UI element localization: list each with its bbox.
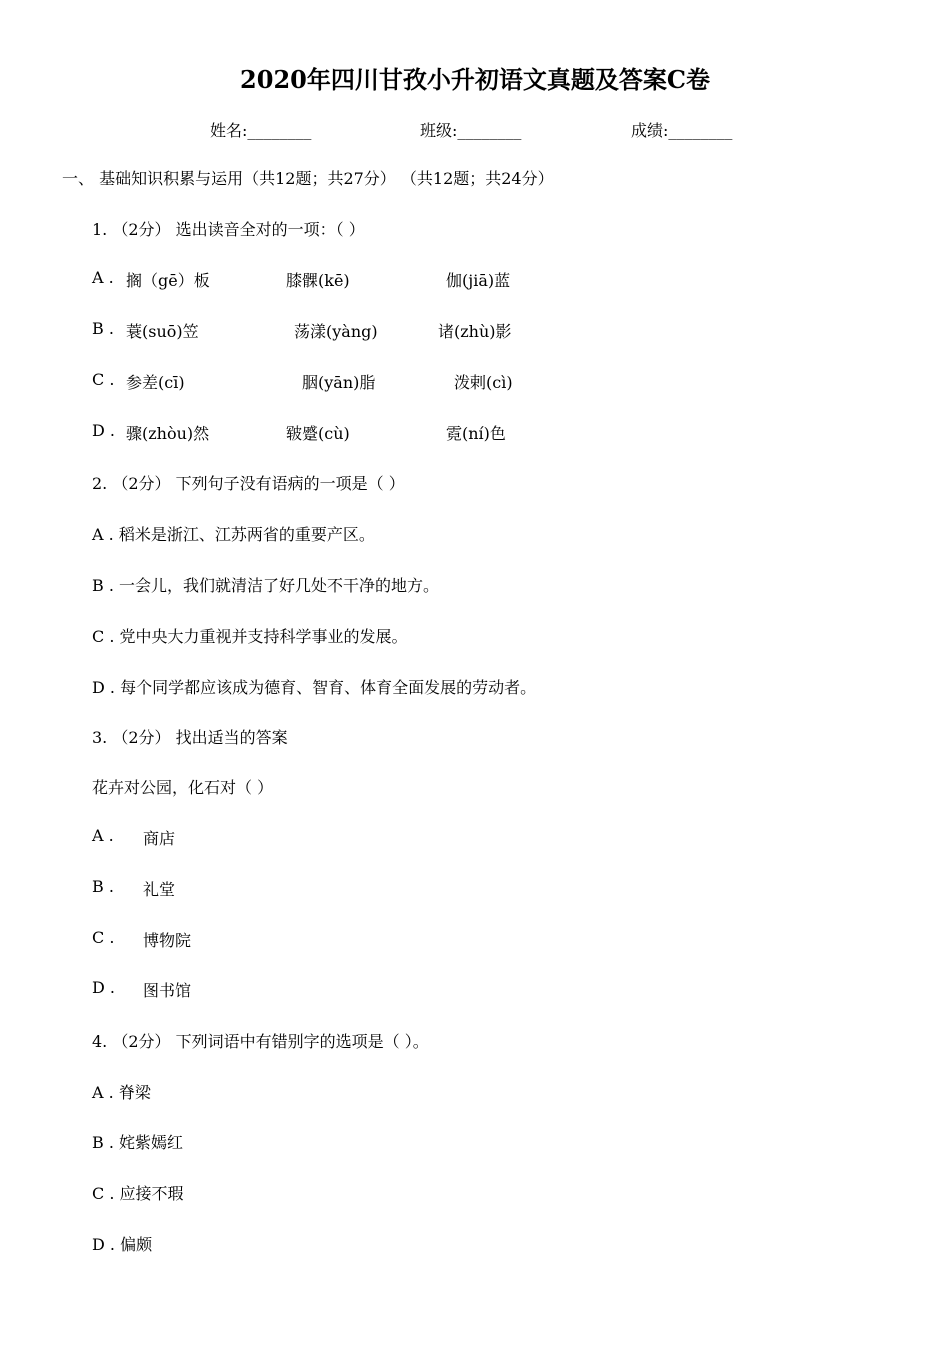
option-item: 泼剌(cì) bbox=[454, 373, 513, 392]
question-3-prompt: 花卉对公园，化石对（ ） bbox=[92, 778, 274, 797]
option-item: 膝髁(kē) bbox=[286, 271, 350, 290]
question-2-option-d: D . 每个同学都应该成为德育、智育、体育全面发展的劳动者。 bbox=[92, 678, 537, 697]
name-field: 姓名:________ bbox=[210, 121, 312, 140]
question-2-stem: 2. （2分） 下列句子没有语病的一项是（ ） bbox=[92, 474, 405, 493]
option-text: 博物院 bbox=[143, 931, 192, 950]
option-item: 胭(yān)脂 bbox=[302, 373, 376, 392]
score-field: 成绩:________ bbox=[631, 121, 733, 140]
question-1-stem: 1. （2分） 选出读音全对的一项：（ ） bbox=[92, 220, 365, 239]
class-field: 班级:________ bbox=[420, 121, 522, 140]
option-item: 骤(zhòu)然 bbox=[126, 424, 210, 443]
question-2-option-c: C . 党中央大力重视并支持科学事业的发展。 bbox=[92, 627, 408, 646]
option-item: 霓(ní)色 bbox=[446, 424, 506, 443]
option-label: A . bbox=[92, 826, 114, 845]
question-4-stem: 4. （2分） 下列词语中有错别字的选项是（ ）。 bbox=[92, 1032, 429, 1051]
option-item: 伽(jiā)蓝 bbox=[446, 271, 511, 290]
option-label: D . bbox=[92, 421, 115, 440]
question-4-option-d: D . 偏颇 bbox=[92, 1235, 153, 1254]
option-label: A . bbox=[92, 268, 114, 287]
option-text: 图书馆 bbox=[143, 981, 192, 1000]
option-item: 蓑(suō)笠 bbox=[126, 322, 199, 341]
option-text: 礼堂 bbox=[143, 880, 176, 899]
question-2-option-a: A . 稻米是浙江、江苏两省的重要产区。 bbox=[92, 525, 375, 544]
section-heading: 一、 基础知识积累与运用（共12题；共27分） （共12题；共24分） bbox=[62, 169, 554, 188]
option-label: B . bbox=[92, 877, 114, 896]
option-item: 诸(zhù)影 bbox=[438, 322, 512, 341]
option-label: C . bbox=[92, 370, 115, 389]
question-4-option-b: B . 姹紫嫣红 bbox=[92, 1133, 184, 1152]
option-item: 参差(cī) bbox=[126, 373, 185, 392]
page-title: 2020年四川甘孜小升初语文真题及答案C卷 bbox=[240, 65, 710, 94]
option-label: D . bbox=[92, 978, 115, 997]
question-3-stem: 3. （2分） 找出适当的答案 bbox=[92, 728, 288, 747]
question-4-option-c: C . 应接不瑕 bbox=[92, 1184, 184, 1203]
option-label: B . bbox=[92, 319, 114, 338]
option-item: 搁（gē）板 bbox=[126, 271, 210, 290]
option-item: 荡漾(yàng) bbox=[294, 322, 378, 341]
option-text: 商店 bbox=[143, 829, 176, 848]
question-4-option-a: A . 脊梁 bbox=[92, 1083, 151, 1102]
option-label: C . bbox=[92, 928, 115, 947]
question-2-option-b: B . 一会儿，我们就清洁了好几处不干净的地方。 bbox=[92, 576, 440, 595]
option-item: 皲蹙(cù) bbox=[286, 424, 350, 443]
